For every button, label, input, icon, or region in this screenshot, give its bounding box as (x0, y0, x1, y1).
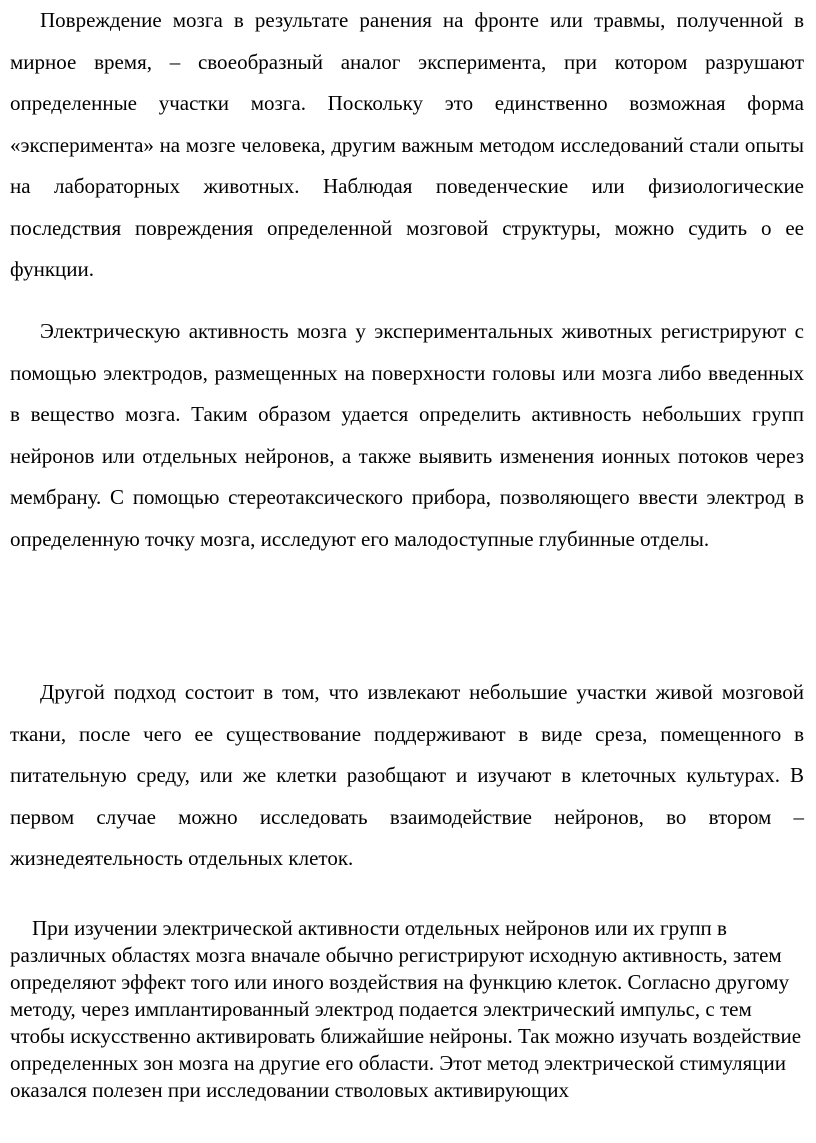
paragraph-electrical-activity: Электрическую активность мозга у экспериментальных животных регистрируют с помощью электродов, размещенных на поверхности головы или мозга либо введенных в вещество мозга. Таким образом удается определить активность небольших групп нейронов или отдельных нейронов, а также выявить изменения ионных потоков через мембрану. С помощью стереотаксического прибора, позволяющего ввести электрод в определенную точку мозга, исследуют его малодоступные глубинные отделы. (10, 319, 804, 551)
paragraph-tissue-slices: Другой подход состоит в том, что извлекают небольшие участки живой мозговой ткани, после чего ее существование поддерживают в виде среза, помещенного в питательную среду, или же клетки разобщают и изучают в клеточных культурах. В первом случае можно исследовать взаимодействие нейронов, во втором – жизнедеятельность отдельных клеток. (10, 680, 804, 870)
paragraph-stimulation: При изучении электрической активности отдельных нейронов или их групп в различных областях мозга вначале обычно регистрируют исходную активность, затем определяют эффект того или иного воздействия на функцию клеток. Согласно другому методу, через имплантированный электрод подается электрический импульс, с тем чтобы искусственно активировать ближайшие нейроны. Так можно изучать воздействие определенных зон мозга на другие его области. Этот метод электрической стимуляции оказался полезен при исследовании стволовых активирующих (10, 916, 802, 1102)
paragraph-brain-damage: Повреждение мозга в результате ранения на фронте или травмы, полученной в мирное время, – своеобразный аналог эксперимента, при котором разрушают определенные участки мозга. Поскольку это единственно возможная форма «эксперимента» на мозге человека, другим важным методом исследований стали опыты на лабораторных животных. Наблюдая поведенческие или физиологические последствия повреждения определенной мозговой структуры, можно судить о ее функции. (10, 8, 804, 281)
